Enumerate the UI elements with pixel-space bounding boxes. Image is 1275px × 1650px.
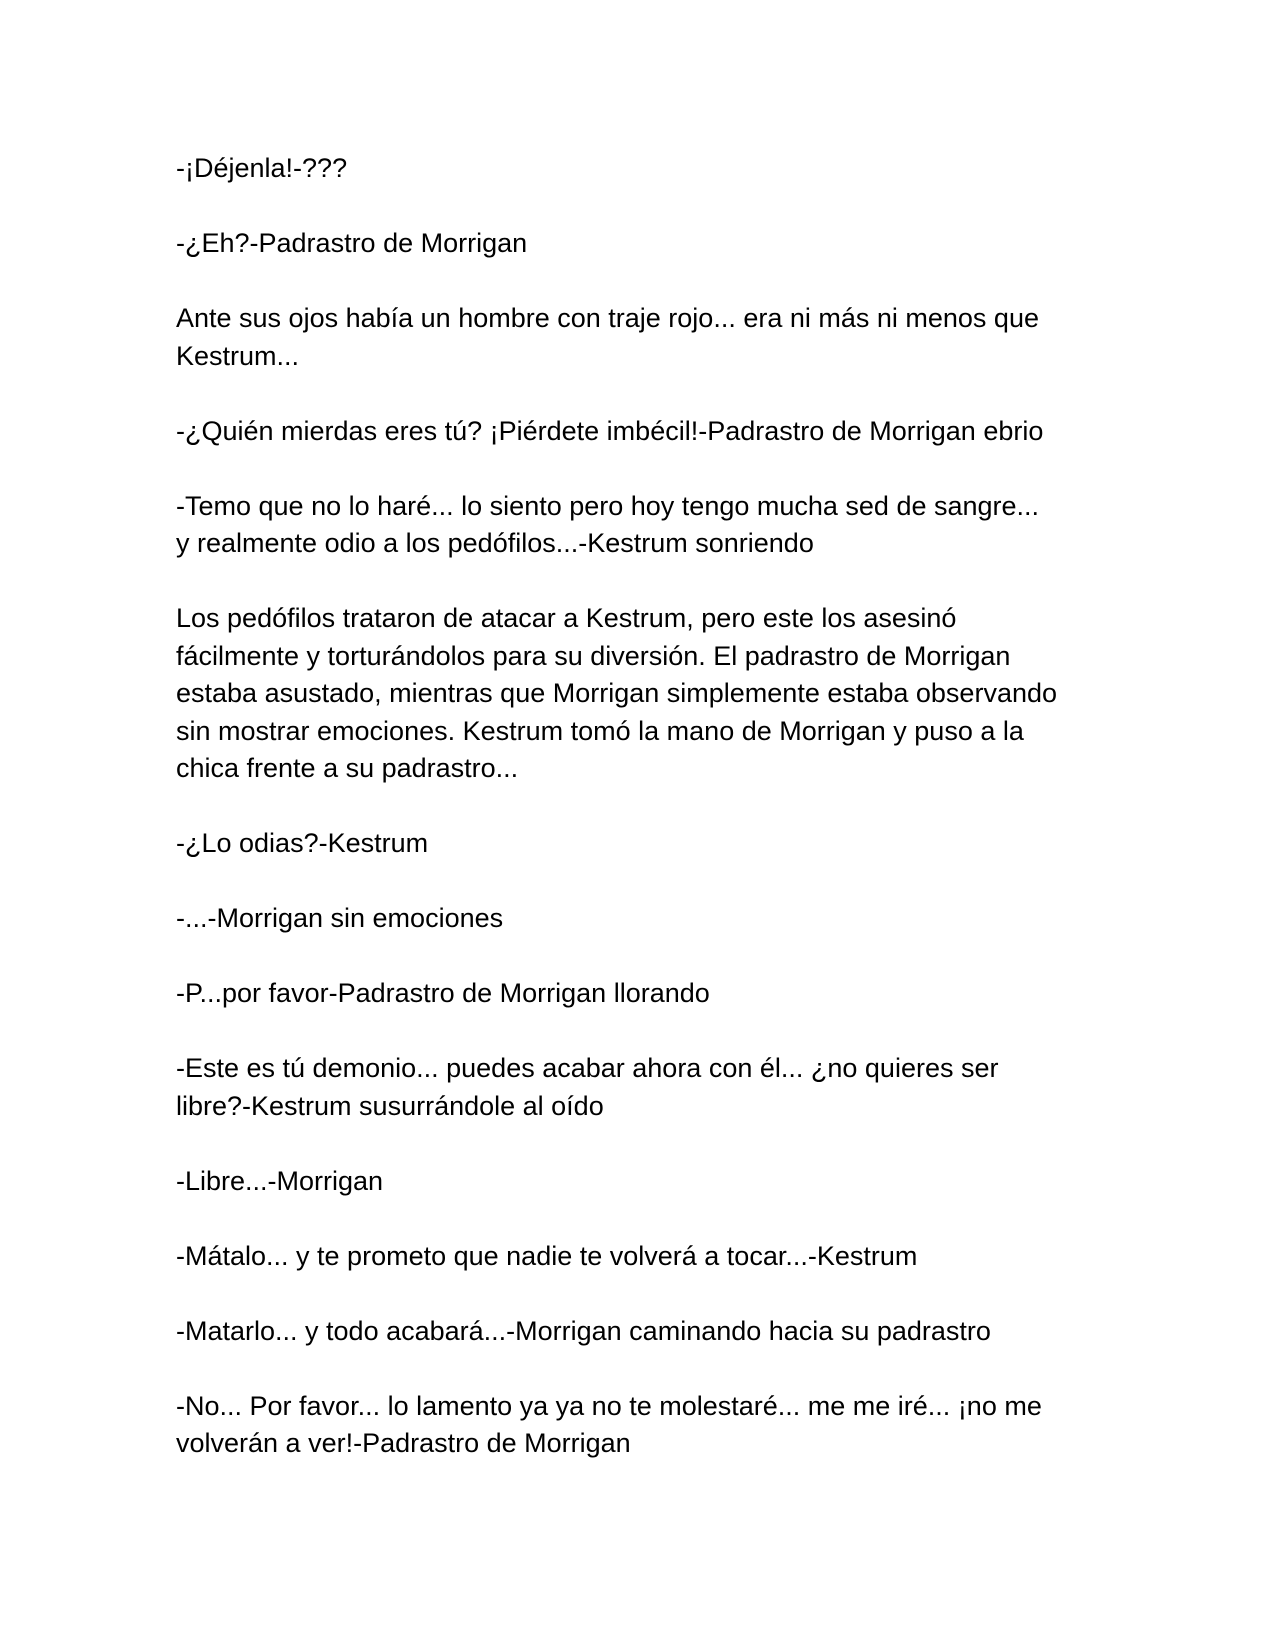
paragraph: [176, 1163, 1096, 1201]
paragraph: [176, 488, 1096, 563]
text-line: -Este es tú demonio... puedes acabar ahora con él... ¿no quieres ser: [176, 1053, 999, 1083]
paragraph: [176, 1050, 1096, 1125]
paragraph: [176, 825, 1096, 863]
paragraph: [176, 225, 1096, 263]
text-line: -¡Déjenla!-???: [176, 153, 348, 183]
text-line: volverán a ver!-Padrastro de Morrigan: [176, 1428, 631, 1458]
text-line: fácilmente y torturándolos para su diversión. El padrastro de Morrigan: [176, 640, 1011, 671]
text-line: -¿Lo odias?-Kestrum: [176, 828, 429, 858]
paragraph: [176, 900, 1096, 938]
paragraph: [176, 600, 1096, 788]
text-line: sin mostrar emociones. Kestrum tomó la mano de Morrigan y puso a la: [176, 715, 1024, 746]
text-line: Kestrum...: [176, 340, 300, 371]
paragraph: [176, 150, 1096, 188]
text-line: -Matarlo... y todo acabará...-Morrigan caminando hacia su padrastro: [176, 1315, 991, 1346]
text-line: -¿Eh?-Padrastro de Morrigan: [176, 228, 528, 258]
text-line: -P...por favor-Padrastro de Morrigan llorando: [176, 978, 710, 1008]
text-line: -Mátalo... y te prometo que nadie te volverá a tocar...-Kestrum: [176, 1240, 918, 1271]
text-line: -...-Morrigan sin emociones: [176, 903, 504, 933]
text-line: chica frente a su padrastro...: [176, 753, 519, 783]
text-line: -Temo que no lo haré... lo siento pero hoy tengo mucha sed de sangre...: [176, 490, 1040, 521]
paragraph: [176, 413, 1096, 451]
paragraph: [176, 1313, 1096, 1351]
paragraph: [176, 1388, 1096, 1463]
text-line: libre?-Kestrum susurrándole al oído: [176, 1090, 604, 1121]
text-line: -No... Por favor... lo lamento ya ya no te molestaré... me me iré... ¡no me: [176, 1390, 1042, 1421]
document-body: [176, 150, 1096, 1500]
text-line: Los pedófilos trataron de atacar a Kestrum, pero este los asesinó: [176, 603, 957, 633]
paragraph: [176, 300, 1096, 375]
text-line: -¿Quién mierdas eres tú? ¡Piérdete imbécil!-Padrastro de Morrigan ebrio: [176, 415, 1044, 446]
text-line: Ante sus ojos había un hombre con traje rojo... era ni más ni menos que: [176, 303, 1039, 333]
paragraph: [176, 1238, 1096, 1276]
text-line: y realmente odio a los pedófilos...-Kestrum sonriendo: [176, 528, 814, 558]
paragraph: [176, 975, 1096, 1013]
text-line: -Libre...-Morrigan: [176, 1165, 384, 1196]
text-line: estaba asustado, mientras que Morrigan simplemente estaba observando: [176, 678, 1058, 708]
